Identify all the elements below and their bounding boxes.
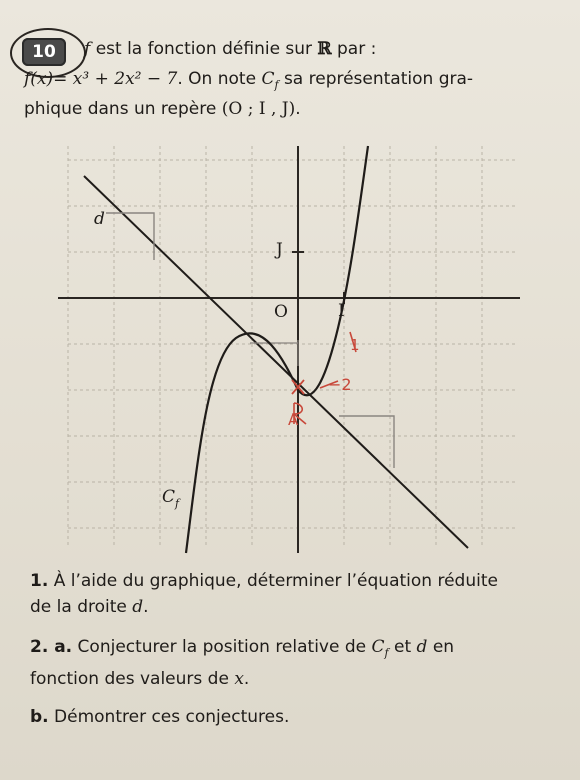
function-name: f	[84, 39, 91, 59]
label-I: I	[338, 301, 345, 321]
question-2b-number: b.	[30, 707, 49, 727]
exercise-number-badge: 10	[22, 38, 66, 66]
label-Cf: $C_f$	[162, 487, 180, 510]
question-2a-end2: .	[243, 669, 250, 690]
question-2b-text: Démontrer ces conjectures.	[54, 707, 290, 727]
question-2a-var: d	[416, 637, 428, 657]
question-2a-text: Conjecturer la position relative de	[77, 637, 367, 657]
hand-label-minus2: −2	[328, 375, 352, 394]
label-O: O	[274, 302, 288, 322]
formula-lhs: f(x)	[24, 69, 54, 89]
curve-name: $C_f$	[261, 69, 279, 92]
statement-line-3	[24, 96, 301, 122]
curve-Cf	[186, 146, 368, 553]
question-1-number: 1.	[30, 571, 49, 591]
statement-line-2	[24, 66, 473, 98]
formula-rhs: = x³ + 2x² − 7	[53, 69, 178, 89]
question-1-text: À l’aide du graphique, déterminer l’équation réduite	[53, 571, 498, 591]
pencil-triangle-bottom	[339, 416, 394, 468]
question-2a-curve: $C_f$	[371, 637, 389, 660]
question-1-var: d	[132, 597, 144, 617]
question-2a-x: x	[234, 669, 244, 690]
statement-line-1	[84, 36, 376, 62]
real-set-symbol: ℝ	[317, 39, 332, 59]
label-J: J	[276, 240, 283, 260]
question-2a-text2: fonction des valeurs de	[30, 669, 229, 690]
grid	[68, 146, 518, 548]
question-1-end: .	[143, 597, 149, 617]
repr-text: sa représentation gra-	[283, 69, 474, 89]
label-d: d	[94, 209, 105, 229]
hand-label-A: A	[288, 411, 299, 429]
question-2a-mid: et	[394, 637, 412, 657]
intro-text: est la fonction définie sur	[95, 39, 313, 59]
on-note-text: . On note	[177, 69, 257, 89]
line3-text: phique dans un repère	[24, 99, 217, 119]
par-text: par :	[337, 39, 377, 59]
line-d	[84, 176, 468, 548]
question-2b	[30, 704, 560, 730]
question-1	[30, 568, 560, 620]
hand-label-1: 1	[350, 336, 360, 354]
question-1-text2: de la droite	[30, 597, 127, 617]
question-2a-number: 2. a.	[30, 637, 73, 657]
question-2a-end: en	[432, 637, 455, 657]
question-2a	[30, 634, 560, 692]
frame-notation: (O ; I , J)	[221, 99, 296, 119]
line3-end: .	[295, 99, 301, 119]
function-graph	[58, 128, 528, 558]
